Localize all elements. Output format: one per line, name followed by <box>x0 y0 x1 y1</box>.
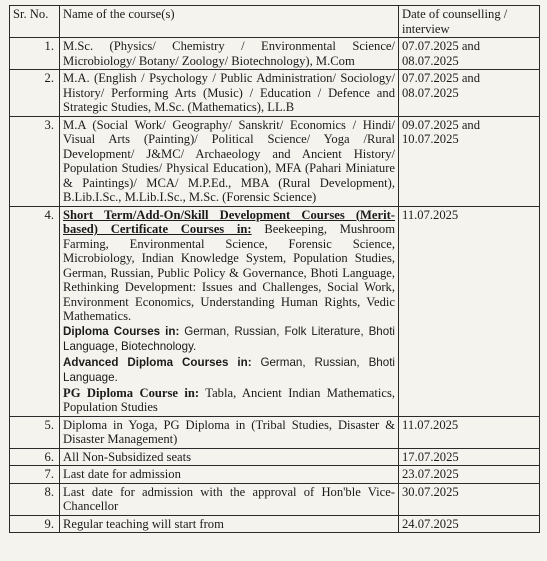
table-row <box>10 466 540 484</box>
table-row <box>10 70 540 117</box>
header-sr: Sr. No. <box>10 6 60 38</box>
row-course: Last date for admission with the approval of Hon'ble Vice-Chancellor <box>60 483 399 515</box>
table-row <box>10 448 540 466</box>
row-course: Regular teaching will start from <box>60 515 399 533</box>
row-sr: 2. <box>10 70 60 117</box>
row-sr: 9. <box>10 515 60 533</box>
row-date: 11.07.2025 <box>399 206 540 416</box>
row-course: M.Sc. (Physics/ Chemistry / Environmental Science/ Microbiology/ Botany/ Zoology/ Biotechnology), M.Com <box>60 38 399 70</box>
row-sr: 3. <box>10 116 60 206</box>
row-date: 09.07.2025 and 10.07.2025 <box>399 116 540 206</box>
row-date: 17.07.2025 <box>399 448 540 466</box>
row-sr: 4. <box>10 206 60 416</box>
header-row <box>10 6 540 38</box>
row-date: 23.07.2025 <box>399 466 540 484</box>
short-term-text: Beekeeping, Mushroom Farming, Environmental Science, Forensic Science, Microbiology, Indian Knowledge System, Population Studies, German, Russian, Public Policy & Governance, Bhoti Language, Rethinking Development: Issues and Challenges, Social Work, Environment Economics, Understanding Human Rights, Vedic Mathematics. <box>63 222 395 323</box>
diploma-text: German, Russian, Folk Literature, Bhoti Language, Biotechnology. <box>63 324 396 353</box>
row-course: All Non-Subsidized seats <box>60 448 399 466</box>
row-sr: 5. <box>10 416 60 448</box>
diploma-heading: Diploma Courses in: <box>63 324 180 338</box>
pg-diploma-heading: PG Diploma Course in: <box>63 385 200 400</box>
row-date: 24.07.2025 <box>399 515 540 533</box>
header-course: Name of the course(s) <box>60 6 399 38</box>
row-course: M.A. (English / Psychology / Public Administration/ Sociology/ History/ Performing Arts (Music) / Education / Defence and Strategic Studies, M.Sc. (Mathematics), LL.B <box>60 70 399 117</box>
table-row <box>10 206 540 416</box>
short-term-heading: Short Term/Add-On/Skill Development Courses (Merit-based) Certificate Courses in: <box>63 207 395 236</box>
row-date: 11.07.2025 <box>399 416 540 448</box>
table-row <box>10 515 540 533</box>
table-row <box>10 483 540 515</box>
table-row <box>10 38 540 70</box>
row-date: 07.07.2025 and 08.07.2025 <box>399 70 540 117</box>
row-course: Last date for admission <box>60 466 399 484</box>
table-row <box>10 116 540 206</box>
row-sr: 8. <box>10 483 60 515</box>
row-course: Diploma in Yoga, PG Diploma in (Tribal Studies, Disaster & Disaster Management) <box>60 416 399 448</box>
row-sr: 7. <box>10 466 60 484</box>
table-row <box>10 416 540 448</box>
row-date: 07.07.2025 and 08.07.2025 <box>399 38 540 70</box>
pg-diploma-text: Tabla, Ancient Indian Mathematics, Population Studies <box>63 385 395 414</box>
header-date: Date of counselling / interview <box>399 6 540 38</box>
adv-diploma-text: German, Russian, Bhoti Language. <box>63 355 395 384</box>
adv-diploma-heading: Advanced Diploma Courses in: <box>63 355 252 369</box>
row-course: M.A (Social Work/ Geography/ Sanskrit/ Economics / Hindi/ Visual Arts (Painting)/ Political Science/ Yoga /Rural Development/ J&MC/ Archaeology and Ancient History/ Population Studies/ Physical Education), MFA (Pahari Miniature & Paintings)/ MCA/ M.P.Ed., MBA (Rural Development), B.Lib.I.Sc., M.Lib.I.Sc., M.Sc. (Forensic Science) <box>60 116 399 206</box>
row-sr: 1. <box>10 38 60 70</box>
schedule-table <box>9 5 540 533</box>
row-date: 30.07.2025 <box>399 483 540 515</box>
row-course-short-term <box>60 206 399 416</box>
row-sr: 6. <box>10 448 60 466</box>
